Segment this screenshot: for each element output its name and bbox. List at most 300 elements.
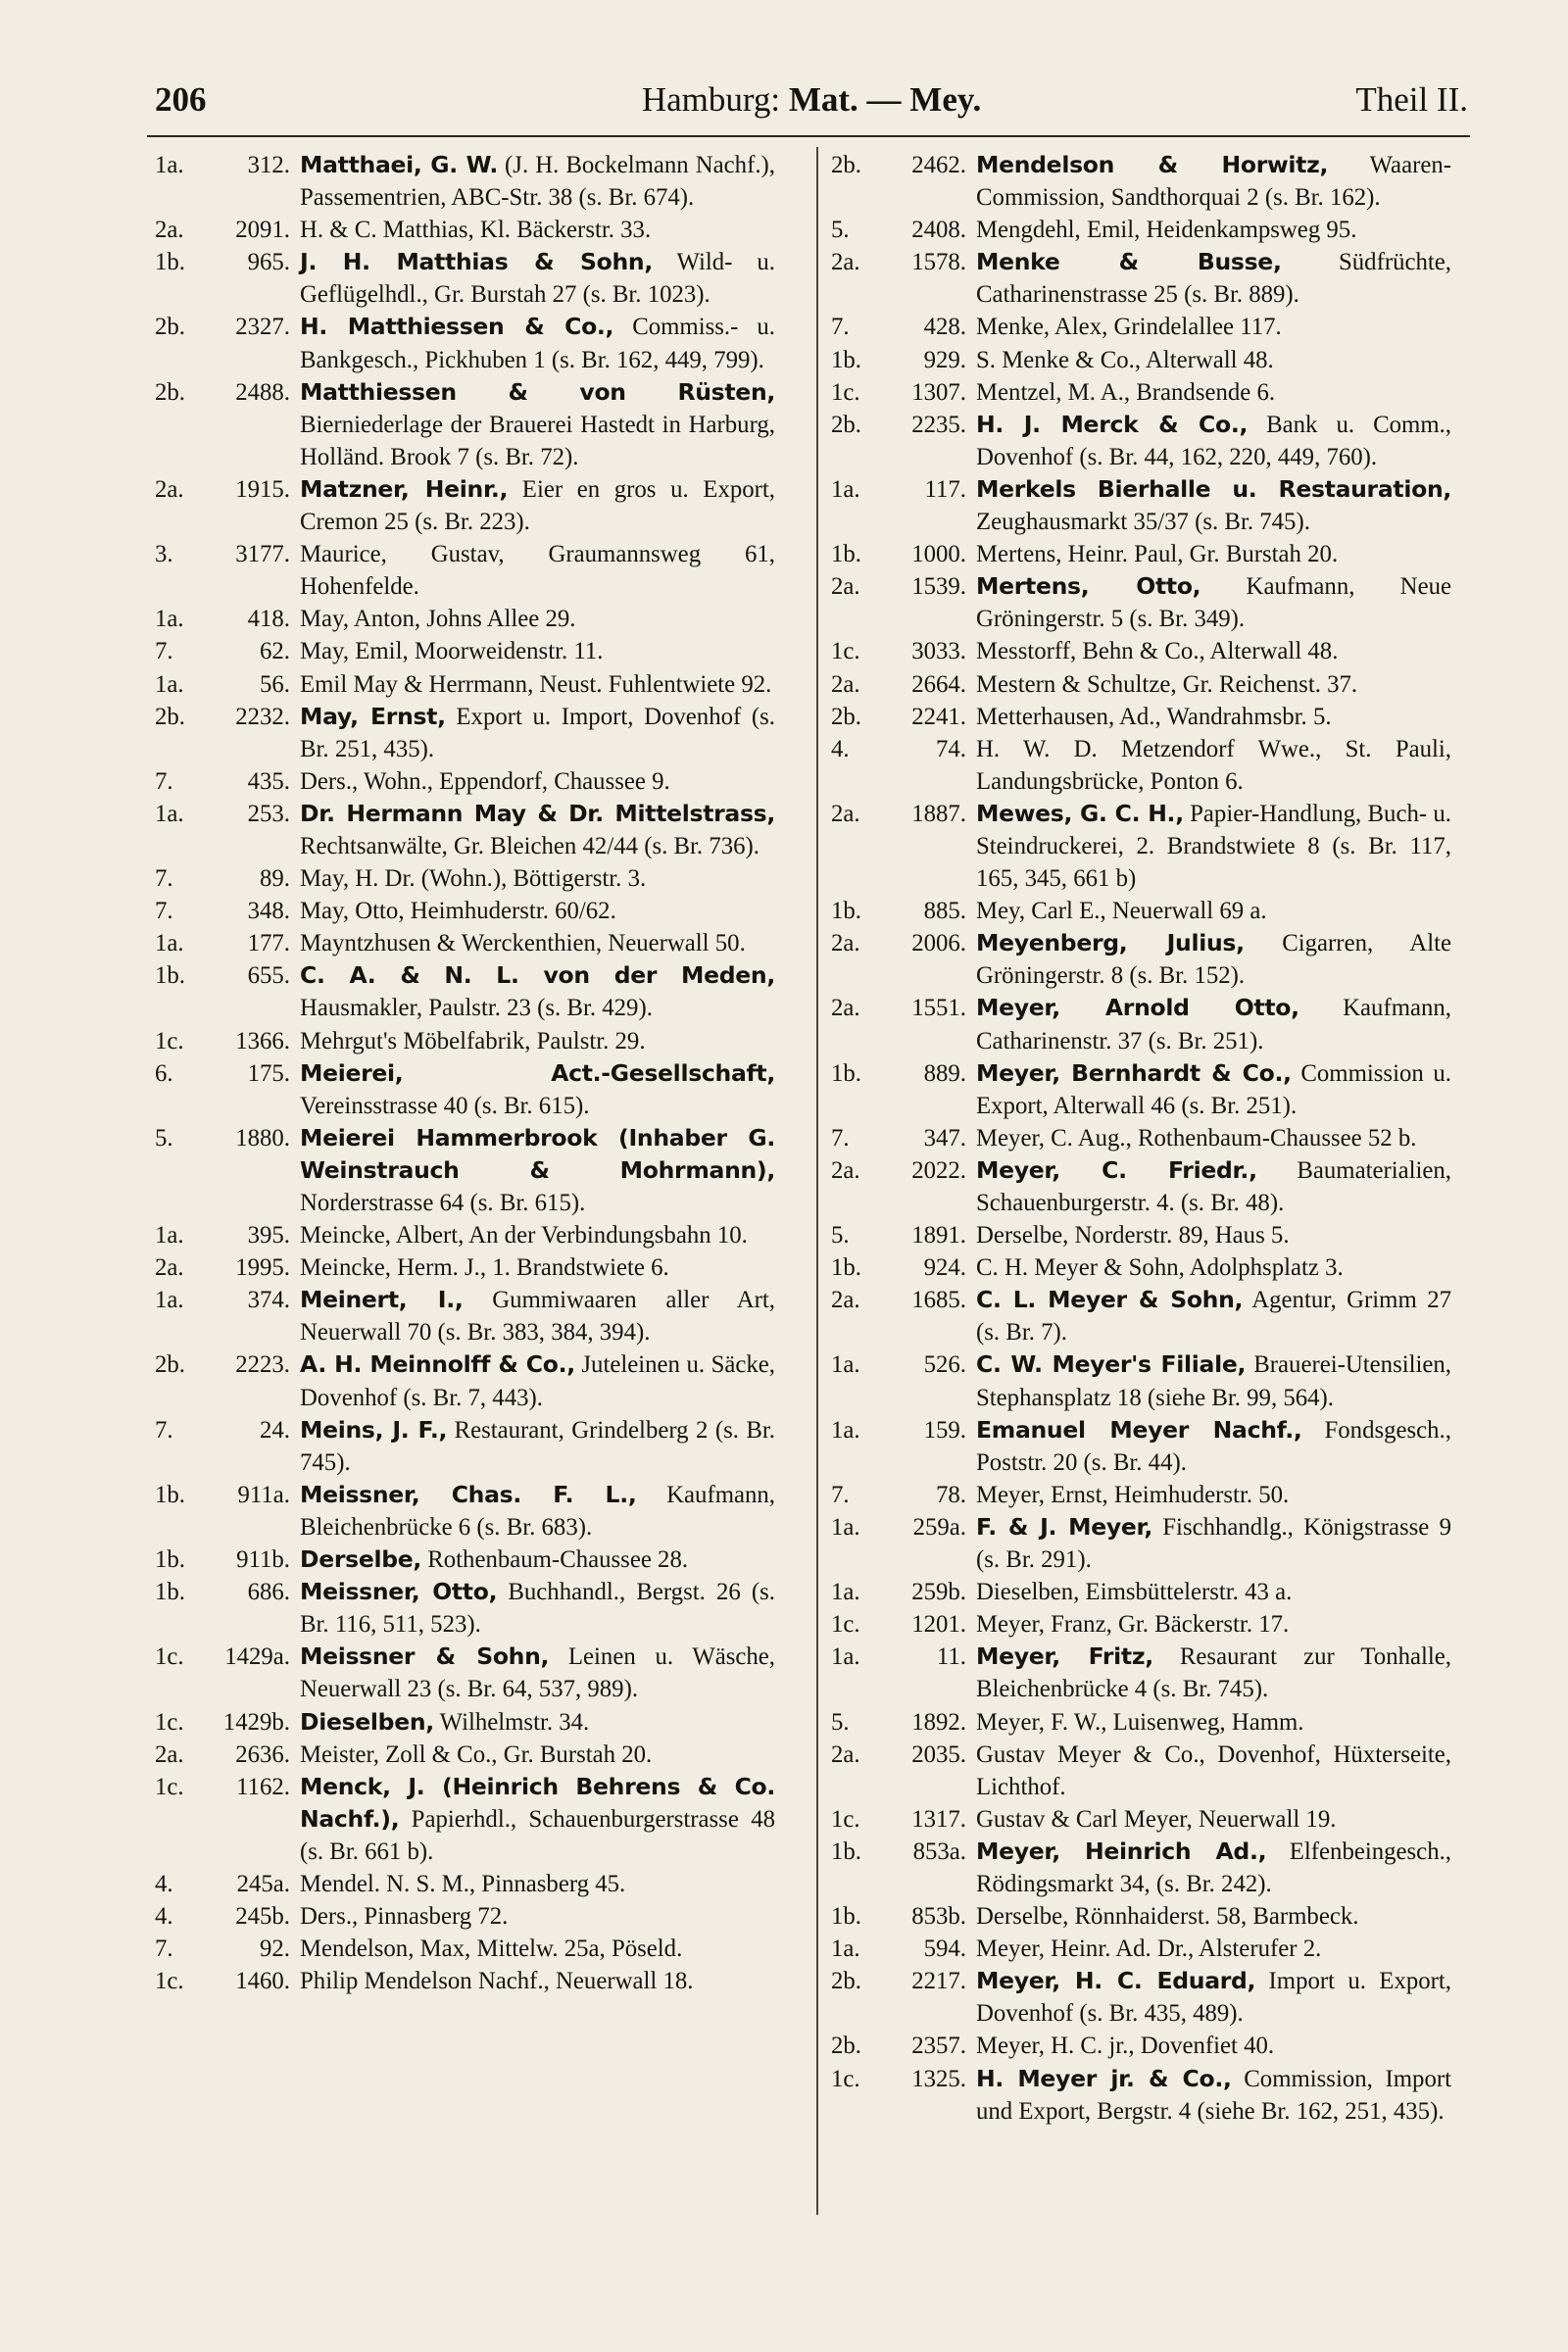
entry-firm-name: Matthaei, G. W. xyxy=(300,151,498,178)
entry-number: 347. xyxy=(923,1124,966,1152)
directory-entry xyxy=(155,765,775,798)
entry-firm-name: Emanuel Meyer Nachf., xyxy=(976,1415,1302,1444)
entry-section: 1c. xyxy=(155,1027,184,1054)
directory-entry xyxy=(155,1122,775,1219)
entry-number: 1891. xyxy=(911,1222,966,1250)
entry-number: 911a. xyxy=(237,1481,290,1508)
directory-entry xyxy=(831,1803,1451,1836)
entry-text: Agentur, Grimm 27 (s. Br. 7). xyxy=(976,1287,1451,1347)
entry-number: 911b. xyxy=(236,1546,290,1574)
directory-entry xyxy=(155,668,775,701)
entry-section: 2b. xyxy=(155,1351,185,1379)
entry-text: Elfenbeingesch., Rödingsmarkt 34, (s. Br. 242). xyxy=(976,1838,1451,1897)
running-title xyxy=(155,80,1468,120)
directory-entry xyxy=(155,895,775,927)
entry-text: Dieselben, Eimsbüttelerstr. 43 a. xyxy=(976,1579,1293,1606)
entry-number: 395. xyxy=(247,1222,290,1250)
entry-section: 1c. xyxy=(831,1611,860,1639)
entry-firm-name: Meyer, H. C. Eduard, xyxy=(976,1967,1256,1995)
entry-section: 1b. xyxy=(831,346,861,373)
page-header xyxy=(155,80,1468,125)
directory-entry xyxy=(831,2030,1451,2062)
directory-entry xyxy=(831,246,1451,311)
entry-number: 1685. xyxy=(911,1287,966,1314)
entry-text: Mentzel, M. A., Brandsende 6. xyxy=(976,378,1276,406)
entry-text: Baumaterialien, Schauenburgerstr. 4. (s. Br. 48). xyxy=(976,1156,1452,1216)
directory-entry xyxy=(155,538,775,603)
entry-section: 5. xyxy=(831,1708,850,1736)
entry-firm-name: H. Meyer jr. & Co., xyxy=(976,2064,1232,2092)
directory-entry xyxy=(155,1641,775,1705)
directory-entry xyxy=(831,409,1451,473)
entry-section: 7. xyxy=(831,1481,850,1508)
entry-section: 1b. xyxy=(831,1903,861,1931)
entry-text: Juteleinen u. Säcke, Dovenhof (s. Br. 7, 443). xyxy=(300,1351,776,1411)
entry-text: Vereinsstrasse 40 (s. Br. 615). xyxy=(300,1092,590,1119)
entry-number: 159. xyxy=(923,1416,966,1444)
directory-entry xyxy=(831,992,1451,1056)
entry-number: 1366. xyxy=(235,1027,290,1054)
entry-section: 4. xyxy=(831,735,850,762)
entry-number: 594. xyxy=(923,1936,966,1963)
entry-number: 1317. xyxy=(911,1805,966,1833)
entry-section: 1b. xyxy=(831,1254,861,1282)
entry-section: 1c. xyxy=(831,2065,860,2092)
header-rule xyxy=(147,135,1470,137)
entry-firm-name: Merkels Bierhalle u. Restauration, xyxy=(976,474,1451,503)
directory-entry xyxy=(155,701,775,765)
entry-text: (J. H. Bockelmann Nachf.), Passementrien, ABC-Str. 38 (s. Br. 674). xyxy=(300,152,775,212)
entry-section: 1c. xyxy=(831,378,860,406)
entry-section: 1c. xyxy=(155,1773,184,1800)
part-label: Theil II. xyxy=(1355,80,1468,119)
entry-firm-name: C. L. Meyer & Sohn, xyxy=(976,1286,1244,1314)
entry-number: 1539. xyxy=(911,573,966,601)
entry-number: 2462. xyxy=(911,152,966,178)
entry-text: Norderstrasse 64 (s. Br. 615). xyxy=(300,1190,586,1216)
entry-firm-name: C. A. & N. L. von der Meden, xyxy=(300,961,775,990)
entry-text: Mehrgut's Möbelfabrik, Paulstr. 29. xyxy=(300,1027,646,1054)
directory-entry xyxy=(155,473,775,538)
entry-number: 92. xyxy=(260,1936,290,1963)
entry-number: 2664. xyxy=(911,670,966,698)
directory-entry xyxy=(155,959,775,1024)
directory-entry xyxy=(831,570,1451,635)
entry-number: 853a. xyxy=(912,1838,966,1865)
directory-entry xyxy=(831,376,1451,409)
entry-number: 526. xyxy=(923,1351,966,1379)
entry-section: 1b. xyxy=(831,541,861,568)
entry-number: 1551. xyxy=(911,995,966,1022)
directory-entry xyxy=(831,2063,1451,2128)
running-title-city: Hamburg: xyxy=(641,80,789,119)
entry-text: Meyer, Franz, Gr. Bäckerstr. 17. xyxy=(976,1611,1290,1639)
entry-section: 3. xyxy=(155,541,173,568)
entry-text: Bank u. Comm., Dovenhof (s. Br. 44, 162, 220, 449, 760). xyxy=(976,411,1452,470)
entry-text: Mendel. N. S. M., Pinnasberg 45. xyxy=(300,1870,626,1897)
entry-section: 2b. xyxy=(155,378,185,406)
entry-number: 2408. xyxy=(911,217,966,244)
entry-section: 1a. xyxy=(831,1351,860,1379)
entry-firm-name: Derselbe, xyxy=(300,1545,422,1574)
entry-text: Papierhdl., Schauenburgerstrasse 48 (s. Br. 661 b). xyxy=(300,1805,775,1865)
entry-section: 1c. xyxy=(831,638,860,665)
entry-firm-name: Mewes, G. C. H., xyxy=(976,799,1184,827)
entry-firm-name: F. & J. Meyer, xyxy=(976,1512,1152,1541)
entry-section: 5. xyxy=(155,1124,173,1152)
entry-section: 1c. xyxy=(831,1805,860,1833)
entry-number: 259b. xyxy=(911,1579,966,1606)
entry-number: 885. xyxy=(923,898,966,925)
entry-firm-name: Meyer, Arnold Otto, xyxy=(976,994,1299,1022)
entry-text: May, H. Dr. (Wohn.), Böttigerstr. 3. xyxy=(300,865,647,893)
entry-section: 1c. xyxy=(155,1708,184,1736)
entry-firm-name: Meyer, Bernhardt & Co., xyxy=(976,1058,1292,1087)
entry-section: 1b. xyxy=(155,1546,185,1574)
entry-number: 3177. xyxy=(235,541,290,568)
entry-number: 853b. xyxy=(911,1903,966,1931)
directory-entry xyxy=(831,733,1451,798)
entry-text: Gustav Meyer & Co., Dovenhof, Hüxterseite, Lichthof. xyxy=(976,1740,1451,1800)
entry-section: 1c. xyxy=(155,1643,184,1671)
directory-entry xyxy=(155,311,775,375)
entry-text: Fondsgesch., Poststr. 20 (s. Br. 44). xyxy=(976,1416,1451,1476)
entry-section: 1a. xyxy=(155,1287,184,1314)
entry-section: 2a. xyxy=(831,249,860,276)
directory-entry xyxy=(155,1933,775,1965)
entry-number: 418. xyxy=(247,606,290,633)
entry-section: 1c. xyxy=(155,1968,184,1995)
directory-entry xyxy=(155,246,775,311)
entry-number: 253. xyxy=(247,800,290,827)
entry-firm-name: J. H. Matthias & Sohn, xyxy=(300,248,653,276)
directory-entry xyxy=(831,1057,1451,1122)
entry-number: 78. xyxy=(936,1481,966,1508)
directory-entry xyxy=(155,1284,775,1348)
entry-section: 7. xyxy=(155,638,173,665)
entry-text: Commission, Import und Export, Bergstr. 4 (siehe Br. 162, 251, 435). xyxy=(976,2065,1451,2125)
entry-section: 1a. xyxy=(155,606,184,633)
entry-firm-name: Meins, J. F., xyxy=(300,1415,448,1444)
entry-text: Wild- u. Geflügelhdl., Gr. Burstah 27 (s. Br. 1023). xyxy=(300,249,775,309)
entry-section: 2b. xyxy=(831,411,861,438)
entry-text: Meyer, H. C. jr., Dovenfiet 40. xyxy=(976,2033,1275,2060)
directory-entry xyxy=(155,1739,775,1771)
entry-text: Bierniederlage der Brauerei Hastedt in Harburg, Holländ. Brook 7 (s. Br. 72). xyxy=(300,411,775,470)
entry-text: Mengdehl, Emil, Heidenkampsweg 95. xyxy=(976,217,1357,244)
entry-number: 62. xyxy=(260,638,290,665)
entry-number: 2636. xyxy=(235,1740,290,1768)
directory-entry xyxy=(831,1608,1451,1641)
directory-entry xyxy=(155,1219,775,1251)
entry-number: 1429b. xyxy=(222,1708,290,1736)
entry-section: 6. xyxy=(155,1059,173,1087)
entry-text: Philip Mendelson Nachf., Neuerwall 18. xyxy=(300,1968,694,1995)
entry-number: 1892. xyxy=(911,1708,966,1736)
entry-text: Papier-Handlung, Buch- u. Steindruckerei, 2. Brandstwiete 8 (s. Br. 117, 165, 345, 661 b) xyxy=(976,800,1452,893)
entry-number: 1460. xyxy=(235,1968,290,1995)
entry-number: 1887. xyxy=(911,800,966,827)
entry-number: 259a. xyxy=(912,1513,966,1541)
entry-section: 7. xyxy=(155,1416,173,1444)
entry-number: 2241. xyxy=(911,703,966,730)
directory-entry xyxy=(155,376,775,473)
entry-section: 1b. xyxy=(831,1059,861,1087)
entry-section: 4. xyxy=(155,1903,173,1931)
running-title-range: Mat. — Mey. xyxy=(788,80,982,119)
entry-section: 2a. xyxy=(831,1156,860,1184)
entry-section: 1a. xyxy=(831,1643,860,1671)
directory-entry xyxy=(155,1771,775,1868)
entry-text: C. H. Meyer & Sohn, Adolphsplatz 3. xyxy=(976,1254,1344,1282)
entry-firm-name: Meyer, Fritz, xyxy=(976,1642,1153,1671)
directory-entry xyxy=(155,927,775,959)
directory-entry xyxy=(155,1348,775,1413)
entry-section: 1a. xyxy=(155,800,184,827)
entry-text: Brauerei-Utensilien, Stephansplatz 18 (siehe Br. 99, 564). xyxy=(976,1351,1451,1411)
entry-firm-name: May, Ernst, xyxy=(300,702,446,730)
left-column xyxy=(155,149,775,2207)
entry-firm-name: Mertens, Otto, xyxy=(976,572,1201,601)
directory-entry xyxy=(155,1251,775,1284)
directory-entry xyxy=(831,701,1451,733)
entry-text: Hausmakler, Paulstr. 23 (s. Br. 429). xyxy=(300,995,653,1022)
entry-number: 56. xyxy=(260,670,290,698)
entry-number: 2022. xyxy=(911,1156,966,1184)
entry-section: 1a. xyxy=(831,1579,860,1606)
entry-text: Export u. Import, Dovenhof (s. Br. 251, 435). xyxy=(300,703,775,762)
entry-firm-name: H. Matthiessen & Co., xyxy=(300,313,614,341)
entry-number: 374. xyxy=(247,1287,290,1314)
entry-section: 1a. xyxy=(831,1936,860,1963)
entry-section: 7. xyxy=(831,1124,850,1152)
directory-entry xyxy=(831,1576,1451,1608)
directory-entry xyxy=(155,1900,775,1933)
directory-entry xyxy=(831,1284,1451,1348)
entry-section: 1a. xyxy=(155,930,184,957)
entry-number: 1578. xyxy=(911,249,966,276)
entry-section: 7. xyxy=(831,314,850,341)
entry-section: 1a. xyxy=(155,152,184,178)
entry-number: 1915. xyxy=(235,475,290,503)
entry-number: 2223. xyxy=(235,1351,290,1379)
directory-entry xyxy=(155,798,775,862)
entry-section: 1b. xyxy=(155,1579,185,1606)
entry-number: 2035. xyxy=(911,1740,966,1768)
directory-entry xyxy=(831,1122,1451,1154)
entry-text: Maurice, Gustav, Graumannsweg 61, Hohenfelde. xyxy=(300,541,775,601)
entry-firm-name: Meierei Hammerbrook (Inhaber G. Weinstrauch & Mohrmann), xyxy=(300,1123,775,1184)
entry-firm-name: Meyenberg, Julius, xyxy=(976,929,1245,957)
directory-entry xyxy=(831,1933,1451,1965)
entry-section: 5. xyxy=(831,217,850,244)
directory-entry xyxy=(831,1511,1451,1576)
entry-text: Kaufmann, Catharinenstr. 37 (s. Br. 251). xyxy=(976,995,1452,1054)
directory-entry xyxy=(831,538,1451,570)
entry-number: 3033. xyxy=(911,638,966,665)
entry-number: 89. xyxy=(260,865,290,893)
entry-firm-name: Meyer, Heinrich Ad., xyxy=(976,1837,1267,1865)
entry-text: Rothenbaum-Chaussee 28. xyxy=(421,1546,689,1574)
entry-section: 7. xyxy=(155,898,173,925)
entry-firm-name: C. W. Meyer's Filiale, xyxy=(976,1350,1247,1379)
directory-entry xyxy=(831,1414,1451,1479)
entry-section: 2a. xyxy=(831,930,860,957)
directory-entry xyxy=(155,1868,775,1900)
entry-number: 2091. xyxy=(235,217,290,244)
entry-number: 2357. xyxy=(911,2033,966,2060)
entry-text: Import u. Export, Dovenhof (s. Br. 435, 489). xyxy=(976,1968,1451,2028)
directory-entry xyxy=(831,1706,1451,1739)
entry-section: 2b. xyxy=(831,2033,861,2060)
entry-section: 2b. xyxy=(155,703,185,730)
entry-text: Resaurant zur Tonhalle, Bleichenbrücke 4 (s. Br. 745). xyxy=(976,1643,1451,1703)
entry-text: Mendelson, Max, Mittelw. 25a, Pöseld. xyxy=(300,1936,683,1963)
entry-section: 2a. xyxy=(831,800,860,827)
entry-text: May, Emil, Moorweidenstr. 11. xyxy=(300,638,604,665)
entry-section: 2b. xyxy=(831,703,861,730)
directory-entry xyxy=(155,1576,775,1641)
entry-text: Meister, Zoll & Co., Gr. Burstah 20. xyxy=(300,1740,653,1768)
entry-text: Metterhausen, Ad., Wandrahmsbr. 5. xyxy=(976,703,1332,730)
directory-entry xyxy=(155,1025,775,1057)
entry-text: May, Otto, Heimhuderstr. 60/62. xyxy=(300,898,616,925)
entry-section: 2b. xyxy=(155,314,185,341)
entry-firm-name: Meissner, Chas. F. L., xyxy=(300,1480,637,1508)
entry-text: Derselbe, Rönnhaiderst. 58, Barmbeck. xyxy=(976,1903,1359,1931)
entry-text: Mestern & Schultze, Gr. Reichenst. 37. xyxy=(976,670,1358,698)
entry-section: 2a. xyxy=(831,995,860,1022)
entry-text: Meyer, F. W., Luisenweg, Hamm. xyxy=(976,1708,1304,1736)
entry-number: 74. xyxy=(936,735,966,762)
directory-entry xyxy=(831,344,1451,376)
directory-entry xyxy=(155,862,775,895)
entry-firm-name: H. J. Merck & Co., xyxy=(976,410,1249,438)
entry-text: Mertens, Heinr. Paul, Gr. Burstah 20. xyxy=(976,541,1339,568)
entry-text: Eier en gros u. Export, Cremon 25 (s. Br. 223). xyxy=(300,475,775,536)
entry-section: 2a. xyxy=(831,573,860,601)
entry-firm-name: Meissner, Otto, xyxy=(300,1578,498,1606)
directory-entry xyxy=(831,214,1451,246)
entry-firm-name: Meierei, Act.-Gesellschaft, xyxy=(300,1058,775,1087)
entry-number: 929. xyxy=(923,346,966,373)
entry-section: 1a. xyxy=(155,1222,184,1250)
entry-text: Derselbe, Norderstr. 89, Haus 5. xyxy=(976,1222,1290,1250)
entry-text: Gustav & Carl Meyer, Neuerwall 19. xyxy=(976,1805,1337,1833)
entry-section: 1b. xyxy=(155,249,185,276)
entry-section: 7. xyxy=(155,767,173,795)
entry-text: Rechtsanwälte, Gr. Bleichen 42/44 (s. Br. 736). xyxy=(300,832,760,859)
entry-firm-name: A. H. Meinnolff & Co., xyxy=(300,1350,575,1379)
entry-text: Messtorff, Behn & Co., Alterwall 48. xyxy=(976,638,1339,665)
entry-number: 1000. xyxy=(911,541,966,568)
entry-section: 2a. xyxy=(155,1740,184,1768)
entry-number: 435. xyxy=(247,767,290,795)
entry-text: Mey, Carl E., Neuerwall 69 a. xyxy=(976,898,1267,925)
entry-number: 1880. xyxy=(235,1124,290,1152)
entry-section: 2a. xyxy=(831,1740,860,1768)
entry-firm-name: Matzner, Heinr., xyxy=(300,474,509,503)
entry-number: 177. xyxy=(247,930,290,957)
entry-text: Buchhandl., Bergst. 26 (s. Br. 116, 511, 523). xyxy=(300,1579,775,1639)
entry-firm-name: Menck, J. (Heinrich Behrens & Co. Nachf.), xyxy=(300,1772,775,1833)
entry-section: 1b. xyxy=(831,898,861,925)
directory-entry xyxy=(155,214,775,246)
entry-firm-name: Meyer, C. Friedr., xyxy=(976,1155,1257,1184)
entry-number: 175. xyxy=(247,1059,290,1087)
directory-entry xyxy=(831,1900,1451,1933)
directory-entry xyxy=(831,1739,1451,1803)
entry-section: 2b. xyxy=(831,1968,861,1995)
entry-section: 2a. xyxy=(831,670,860,698)
entry-section: 1b. xyxy=(831,1838,861,1865)
directory-entry xyxy=(831,1641,1451,1705)
directory-entry xyxy=(831,473,1451,538)
entry-number: 1201. xyxy=(911,1611,966,1639)
directory-entry xyxy=(155,603,775,635)
directory-entry xyxy=(155,1479,775,1544)
entry-number: 2327. xyxy=(235,314,290,341)
entry-number: 2235. xyxy=(911,411,966,438)
directory-entry xyxy=(831,1965,1451,2030)
entry-number: 2232. xyxy=(235,703,290,730)
directory-entry xyxy=(155,1057,775,1122)
entry-firm-name: Matthiessen & von Rüsten, xyxy=(300,377,775,406)
entry-number: 924. xyxy=(923,1254,966,1282)
entry-number: 11. xyxy=(936,1643,966,1671)
entry-firm-name: Meissner & Sohn, xyxy=(300,1642,550,1671)
entry-number: 655. xyxy=(247,962,290,990)
entry-number: 1325. xyxy=(911,2065,966,2092)
entry-text: S. Menke & Co., Alterwall 48. xyxy=(976,346,1274,373)
entry-text: Waaren-Commission, Sandthorquai 2 (s. Br. 162). xyxy=(976,152,1451,212)
entry-number: 2488. xyxy=(235,378,290,406)
entry-number: 1429a. xyxy=(224,1643,290,1671)
entry-text: Cigarren, Alte Gröningerstr. 8 (s. Br. 152). xyxy=(976,930,1451,990)
directory-entry xyxy=(155,149,775,214)
entry-number: 1162. xyxy=(236,1773,290,1800)
entry-text: Zeughausmarkt 35/37 (s. Br. 745). xyxy=(976,509,1310,536)
entry-number: 117. xyxy=(924,475,966,503)
entry-number: 245a. xyxy=(236,1870,290,1897)
entry-firm-name: Menke & Busse, xyxy=(976,248,1282,276)
entry-text: Fischhandlg., Königstrasse 9 (s. Br. 291). xyxy=(976,1513,1451,1574)
entry-number: 889. xyxy=(923,1059,966,1087)
directory-entry xyxy=(831,311,1451,343)
entry-section: 5. xyxy=(831,1222,850,1250)
entry-text: Restaurant, Grindelberg 2 (s. Br. 745). xyxy=(300,1416,775,1476)
directory-entry xyxy=(831,149,1451,214)
entry-number: 686. xyxy=(247,1579,290,1606)
directory-entry xyxy=(831,1836,1451,1900)
directory-entry xyxy=(155,1706,775,1739)
directory-entry xyxy=(831,1348,1451,1413)
entry-text: Südfrüchte, Catharinenstrasse 25 (s. Br. 889). xyxy=(976,249,1451,309)
directory-entry xyxy=(831,1219,1451,1251)
entry-firm-name: Meinert, I., xyxy=(300,1286,464,1314)
entry-number: 428. xyxy=(923,314,966,341)
entry-section: 1b. xyxy=(155,962,185,990)
directory-entry xyxy=(831,668,1451,701)
entry-text: Commiss.- u. Bankgesch., Pickhuben 1 (s. Br. 162, 449, 799). xyxy=(300,314,776,373)
entry-text: Kaufmann, Neue Gröningerstr. 5 (s. Br. 349). xyxy=(976,573,1451,633)
entry-section: 1a. xyxy=(831,1416,860,1444)
entry-firm-name: Dr. Hermann May & Dr. Mittelstrass, xyxy=(300,799,775,827)
entry-text: H. W. D. Metzendorf Wwe., St. Pauli, Landungsbrücke, Ponton 6. xyxy=(976,735,1451,795)
entry-text: Meyer, C. Aug., Rothenbaum-Chaussee 52 b. xyxy=(976,1124,1417,1152)
entry-firm-name: Dieselben, xyxy=(300,1707,434,1736)
entry-text: Mayntzhusen & Werckenthien, Neuerwall 50. xyxy=(300,930,746,957)
